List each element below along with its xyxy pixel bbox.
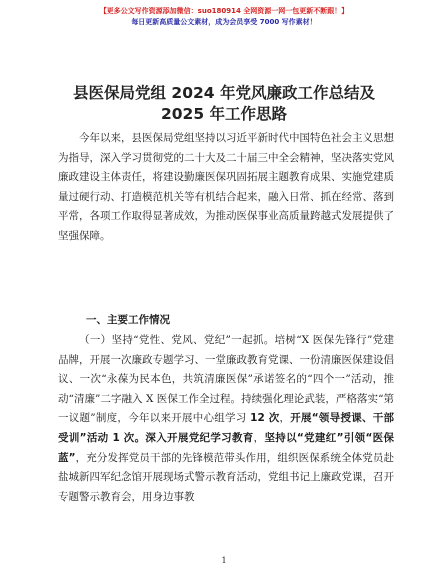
paragraph-text: ，充分发挥党员干部的先锋模范带头作用，组织医保系统全体党员赴盐城新四军纪念馆开展现场式警示教育活动，党组书记上廉政党课，召开专题警示教育会，用身边事教 [58, 451, 395, 503]
page-number: 1 [221, 556, 227, 565]
document-title-line-1: 县医保局党组 2024 年党风廉政工作总结及 [73, 84, 375, 102]
promo-banner [0, 6, 448, 28]
document-title-line-2: 2025 年工作思路 [160, 105, 288, 123]
promo-banner-line-1: 【更多公文写作资源添加微信：suo180914 全网资源一网一包更新不断跟！】 [99, 7, 349, 15]
paragraph-text: ， [279, 412, 291, 425]
section-paragraph [58, 331, 394, 507]
intro-section [58, 129, 394, 247]
document-title [40, 83, 408, 125]
bold-text: 开展“领导授课、干部受训”活动 1 次。深入开展党纪学习教育 [58, 412, 394, 444]
section-heading: 一、主要工作情况 [86, 314, 170, 326]
section-body [58, 331, 394, 507]
paragraph-text: （一）坚持“党性、党风、党纪”一起抓。培树“X 医保先锋行”党建品牌，开展一次廉政专题学习、一堂廉政教育党课、一份清廉医保建设倡议、一次“永葆为民本色，共筑清廉医保”承诺签名的“四个一”活动，推动“清廉”二字融入 X 医保工作全过程。持续强化理论武装，严格落实“第一议题”制度，今年以来开展中心组学习 [58, 334, 394, 425]
promo-banner-line-2: 每日更新高质量公文素材，成为会员享受 7000 写作素材！ [131, 18, 317, 26]
bold-text: 坚持以“党建红”引领“医保蓝” [58, 431, 395, 464]
intro-paragraph: 今年以来，县医保局党组坚持以习近平新时代中国特色社会主义思想为指导，深入学习贯彻党的二十大及二十届三中全会精神，坚决落实党风廉政建设主体责任，将建设勤廉医保巩固拓展主题教育成果、实施党建质量过硬行动、打造模范机关等有机结合起来，融入日常、抓在经常、落到平常，各项工作取得显著成效，为推动医保事业高质量跨越式发展提供了坚强保障。 [58, 132, 394, 242]
bold-text: 12 次 [250, 412, 280, 425]
paragraph-text: ， [253, 431, 265, 444]
